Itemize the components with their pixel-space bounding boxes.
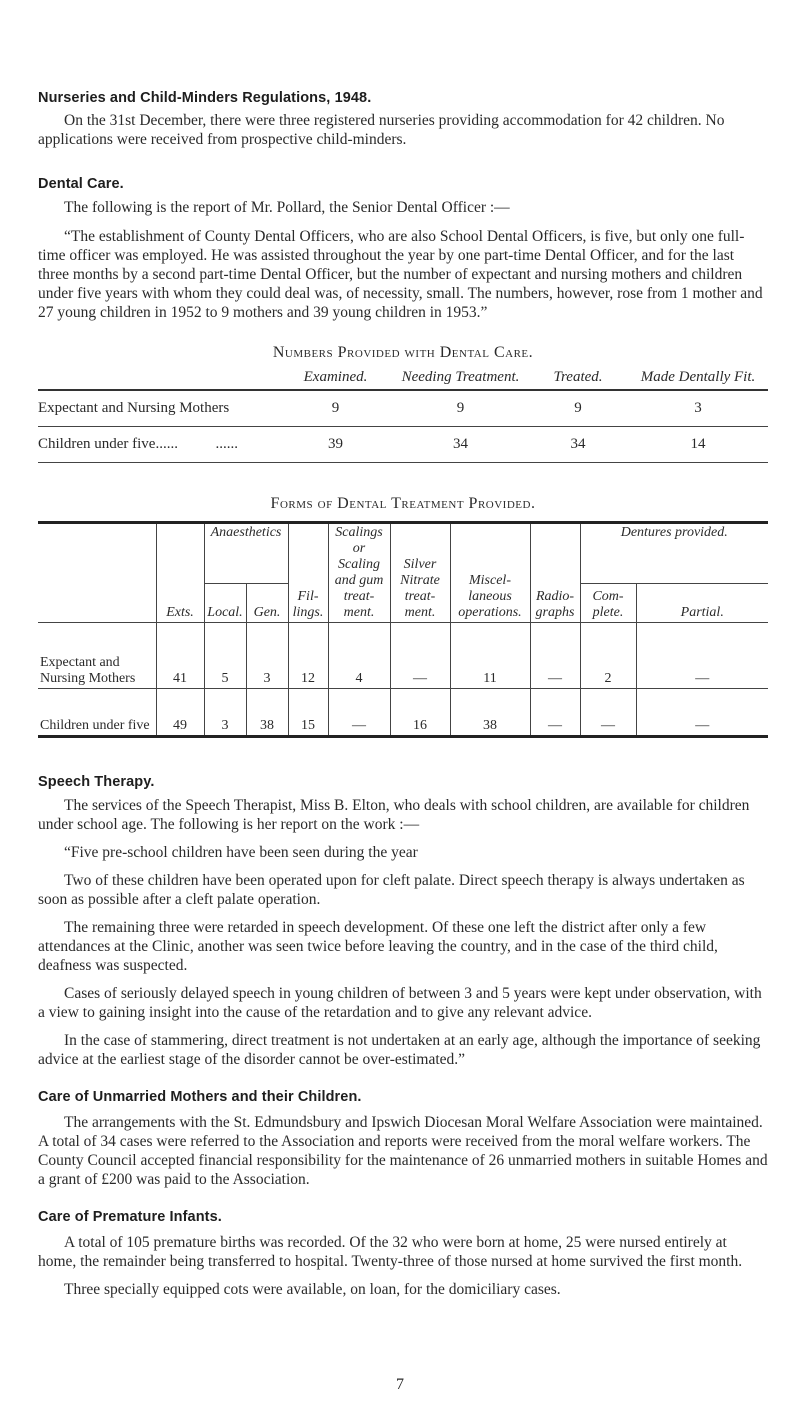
- cell: 2: [580, 622, 636, 688]
- speech-heading: Speech Therapy.: [38, 773, 155, 790]
- dental-numbers-table: [38, 368, 768, 463]
- page-number: 7: [396, 1376, 404, 1393]
- dental-heading: Dental Care.: [38, 176, 124, 192]
- row-label: Children under five: [38, 688, 156, 736]
- speech-para: The remaining three were retarded in speech development. Of these one left the district after only a few attendances at the Clinic, another was seen twice before leaving the country, and in the case of the third child, deafness was suspected.: [38, 918, 718, 974]
- cell: 3: [246, 622, 288, 688]
- dental-treatment-table: [38, 521, 768, 738]
- header-dentures: Dentures provided.: [580, 522, 768, 583]
- cell: 12: [288, 622, 328, 688]
- cell: 15: [288, 688, 328, 736]
- nurseries-text: On the 31st December, there were three registered nurseries providing accommodation for 42 children. No applications were received from prospective child-minders.: [38, 112, 725, 148]
- header-needing-treatment: Needing Treatment.: [401, 369, 520, 385]
- table2-caption: Forms of Dental Treatment Provided.: [270, 494, 536, 512]
- cell: —: [390, 622, 450, 688]
- row-label: Expectant and Nursing Mothers: [38, 399, 230, 416]
- cell: 9: [574, 399, 582, 416]
- cell: 3: [204, 688, 246, 736]
- cell: —: [530, 622, 580, 688]
- header-partial: Partial.: [636, 583, 768, 622]
- header-fillings: Fil- lings.: [288, 522, 328, 622]
- cell: 3: [694, 399, 702, 416]
- header-local: Local.: [204, 583, 246, 622]
- nurseries-heading: Nurseries and Child-Minders Regulations, 1948.: [38, 90, 372, 106]
- cell: 14: [690, 435, 706, 452]
- premature-para: A total of 105 premature births was recorded. Of the 32 who were born at home, 25 were nursed entirely at home, the remainder being transferred to hospital. Twenty-three of those nursed at home survived the first month.: [38, 1233, 743, 1270]
- cell: 4: [328, 622, 390, 688]
- cell: 38: [246, 688, 288, 736]
- header-exts: Exts.: [156, 522, 204, 622]
- header-miscellaneous: Miscel- laneous operations.: [450, 522, 530, 622]
- header-made-dentally-fit: Made Dentally Fit.: [640, 369, 756, 385]
- cell: —: [636, 688, 768, 736]
- unmarried-heading: Care of Unmarried Mothers and their Children.: [38, 1088, 362, 1105]
- cell: 49: [156, 688, 204, 736]
- cell: —: [636, 622, 768, 688]
- header-radiographs: Radio- graphs: [530, 522, 580, 622]
- cell: 38: [450, 688, 530, 736]
- dental-intro: The following is the report of Mr. Pollard, the Senior Dental Officer :—: [64, 199, 510, 216]
- cell: —: [580, 688, 636, 736]
- cell: 11: [450, 622, 530, 688]
- header-gen: Gen.: [246, 583, 288, 622]
- header-anaesthetics: Anaesthetics: [204, 522, 288, 583]
- document-page: [38, 90, 768, 1299]
- unmarried-text: The arrangements with the St. Edmundsbury and Ipswich Diocesan Moral Welfare Association were maintained. A total of 34 cases were referred to the Association and reports were received from the moral welfare workers. The County Council accepted financial responsibility for the maintenance of 26 unmarried mothers in suitable Homes and a grant of £200 was paid to the Association.: [38, 1113, 768, 1188]
- speech-para: The services of the Speech Therapist, Miss B. Elton, who deals with school children, are available for children under school age. The following is her report on the work :—: [38, 796, 750, 833]
- cell: —: [530, 688, 580, 736]
- speech-para: “Five pre-school children have been seen during the year: [64, 843, 418, 861]
- speech-para: In the case of stammering, direct treatment is not undertaken at an early age, although the importance of seeking advice at the earliest stage of the disorder cannot be over-estimated.”: [38, 1031, 761, 1068]
- row-label: Children under five...... ......: [38, 435, 238, 452]
- premature-para: Three specially equipped cots were available, on loan, for the domiciliary cases.: [64, 1280, 561, 1298]
- speech-para: Two of these children have been operated upon for cleft palate. Direct speech therapy is always undertaken as soon as possible after a cleft palate operation.: [38, 871, 745, 908]
- dental-report: “The establishment of County Dental Officers, who are also School Dental Officers, is five, but only one full-time officer was employed. He was assisted throughout the year by one part-time Dental Officer, and for the last three months by a second part-time Dental Officer, but the number of expectant and nursing mothers and children under five years with whom they could deal was, of necessity, small. The numbers, however, rose from 1 mother and 27 young children in 1952 to 9 mothers and 39 young children in 1953.”: [38, 228, 763, 321]
- table1-caption: Numbers Provided with Dental Care.: [272, 344, 534, 361]
- cell: 41: [156, 622, 204, 688]
- premature-heading: Care of Premature Infants.: [38, 1208, 222, 1225]
- cell: 34: [453, 435, 468, 452]
- cell: 16: [390, 688, 450, 736]
- header-scalings: Scalings or Scaling and gum treat- ment.: [328, 522, 390, 622]
- header-silver-nitrate: Silver Nitrate treat- ment.: [390, 522, 450, 622]
- speech-para: Cases of seriously delayed speech in young children of between 3 and 5 years were kept under observation, with a view to gaining insight into the cause of the retardation and to give any relevant advice.: [38, 984, 762, 1021]
- cell: —: [328, 688, 390, 736]
- cell: 9: [331, 399, 340, 416]
- cell: 39: [328, 435, 343, 452]
- header-complete: Com- plete.: [580, 583, 636, 622]
- header-treated: Treated.: [553, 369, 603, 385]
- row-label: Expectant and Nursing Mothers: [38, 622, 156, 688]
- cell: 34: [570, 435, 586, 452]
- cell: 5: [204, 622, 246, 688]
- cell: 9: [456, 399, 465, 416]
- header-examined: Examined.: [303, 369, 368, 385]
